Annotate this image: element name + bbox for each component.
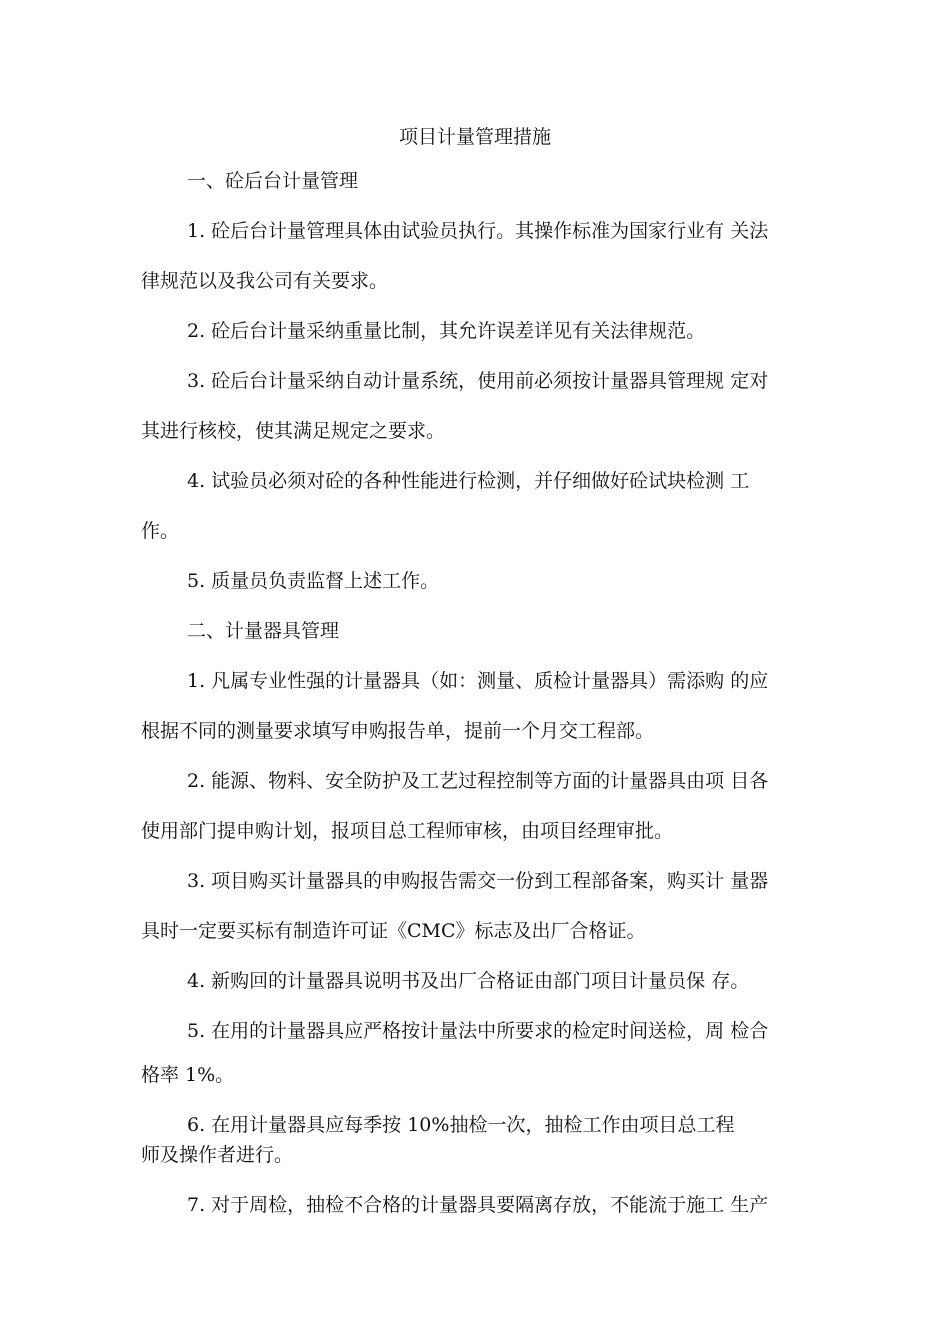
paragraph-line: 格率 1%。 [141, 1064, 235, 1086]
paragraph-line: 1. 砼后台计量管理具体由试验员执行。其操作标准为国家行业有 关法 [187, 220, 769, 242]
paragraph-line: 6. 在用计量器具应每季按 10%抽检一次，抽检工作由项目总工程 [187, 1114, 735, 1136]
paragraph-line: 师及操作者进行。 [141, 1144, 294, 1166]
paragraph-line: 作。 [141, 520, 180, 542]
paragraph-line: 2. 砼后台计量采纳重量比制，其允许误差详见有关法律规范。 [187, 320, 706, 342]
paragraph-line: 5. 质量员负责监督上述工作。 [187, 570, 440, 592]
paragraph-line: 4. 试验员必须对砼的各种性能进行检测，并仔细做好砼试块检测 工 [187, 470, 750, 492]
paragraph-line: 具时一定要买标有制造许可证《CMC》标志及出厂合格证。 [141, 920, 646, 942]
document-title: 项目计量管理措施 [398, 126, 551, 148]
paragraph-line: 5. 在用的计量器具应严格按计量法中所要求的检定时间送检，周 检合 [187, 1020, 769, 1042]
paragraph-line: 律规范以及我公司有关要求。 [141, 270, 389, 292]
paragraph-line: 根据不同的测量要求填写申购报告单，提前一个月交工程部。 [141, 720, 655, 742]
paragraph-line: 3. 项目购买计量器具的申购报告需交一份到工程部备案，购买计 量器 [187, 870, 769, 892]
section-heading-1: 一、砼后台计量管理 [187, 170, 359, 192]
paragraph-line: 2. 能源、物料、安全防护及工艺过程控制等方面的计量器具由项 目各 [187, 770, 769, 792]
paragraph-line: 使用部门提申购计划，报项目总工程师审核，由项目经理审批。 [141, 820, 674, 842]
paragraph-line: 1. 凡属专业性强的计量器具（如：测量、质检计量器具）需添购 的应 [187, 670, 769, 692]
paragraph-line: 其进行核校，使其满足规定之要求。 [141, 420, 446, 442]
paragraph-line: 7. 对于周检，抽检不合格的计量器具要隔离存放，不能流于施工 生产 [187, 1194, 769, 1216]
section-heading-2: 二、计量器具管理 [187, 620, 340, 642]
paragraph-line: 4. 新购回的计量器具说明书及出厂合格证由部门项目计量员保 存。 [187, 970, 750, 992]
paragraph-line: 3. 砼后台计量采纳自动计量系统，使用前必须按计量器具管理规 定对 [187, 370, 769, 392]
